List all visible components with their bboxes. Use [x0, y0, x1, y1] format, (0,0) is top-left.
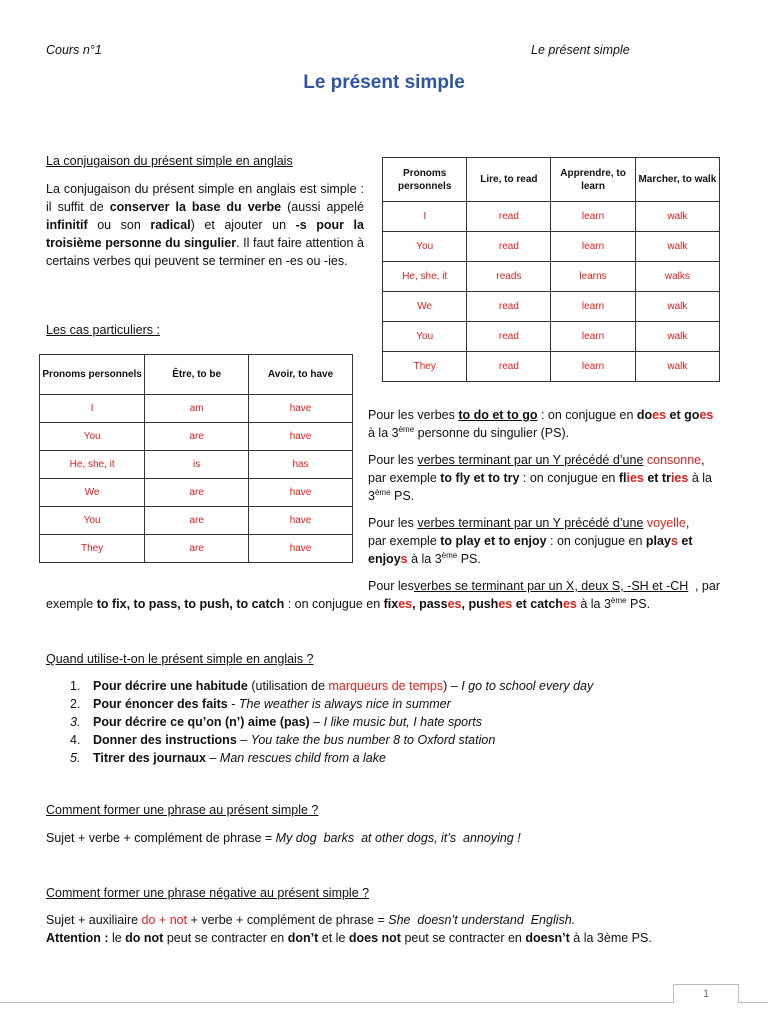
table-cell: are	[145, 479, 249, 507]
footer-divider	[0, 1002, 768, 1003]
usage-list	[70, 677, 733, 767]
table-cell: learns	[551, 262, 635, 292]
section-heading-phrase-negative: Comment former une phrase négative au présent simple ?	[46, 886, 370, 900]
table-cell: We	[383, 292, 467, 322]
page-number: 1	[673, 984, 739, 1003]
table-row	[40, 451, 353, 479]
table-cell: You	[40, 423, 145, 451]
table-cell: learn	[551, 202, 635, 232]
table-cell: You	[40, 507, 145, 535]
table-cell: have	[249, 423, 353, 451]
formula-affirmative: Sujet + verbe + complément de phrase = My dog barks at other dogs, it’s annoying !	[46, 831, 521, 845]
table-cell: walks	[635, 262, 719, 292]
table-row	[40, 479, 353, 507]
table-cell: walk	[635, 292, 719, 322]
rule-x-ss-sh-ch-line2: exemple to fix, to pass, to push, to catch : on conjugue en fixes, passes, pushes et catches à la 3ème PS.	[46, 595, 651, 611]
table-row	[383, 262, 720, 292]
rule-do-go: Pour les verbes to do et to go : on conjugue en does et goes à la 3ème personne du singulier (PS).	[368, 408, 714, 440]
table-cell: read	[467, 232, 551, 262]
table-row	[383, 292, 720, 322]
table-row	[383, 322, 720, 352]
table-cell: They	[40, 535, 145, 563]
table-header-cell: Pronoms personnels	[383, 158, 467, 202]
rule-x-ss-sh-ch-line1: Pour les verbes se terminant par un X, deux S, -SH et -CH , par	[368, 579, 720, 593]
table-header-cell: Avoir, to have	[249, 355, 353, 395]
table-cell: learn	[551, 292, 635, 322]
table-cell: learn	[551, 322, 635, 352]
table-cell: reads	[467, 262, 551, 292]
table-cell: are	[145, 535, 249, 563]
list-item: 2. Pour énoncer des faits - The weather is always nice in summer	[70, 697, 451, 711]
table-cell: have	[249, 395, 353, 423]
table-cell: are	[145, 507, 249, 535]
table-cell: They	[383, 352, 467, 382]
table-cell: have	[249, 507, 353, 535]
table-cell: am	[145, 395, 249, 423]
table-row	[383, 202, 720, 232]
table-cell: have	[249, 535, 353, 563]
section-heading-former-phrase: Comment former une phrase au présent simple ?	[46, 803, 319, 817]
table-cell: I	[40, 395, 145, 423]
rule-y-voyelle: Pour les verbes terminant par un Y précédé d’une voyelle, par exemple to play et to enjoy : on conjugue en plays et enjoys à la 3ème PS.	[368, 516, 693, 566]
list-item: 4. Donner des instructions – You take the bus number 8 to Oxford station	[70, 733, 496, 747]
list-item: 1. Pour décrire une habitude (utilisation de marqueurs de temps) – I go to school every day	[70, 679, 594, 693]
rule-y-consonne: Pour les verbes terminant par un Y précédé d’une consonne, par exemple to fly et to try : on conjugue en flies et tries à la 3ème PS.	[368, 453, 712, 503]
table-header-cell: Apprendre, to learn	[551, 158, 635, 202]
table-header-row	[383, 158, 720, 202]
table-cell: We	[40, 479, 145, 507]
table-cell: have	[249, 479, 353, 507]
table-row	[40, 395, 353, 423]
table-header-cell: Pronoms personnels	[40, 355, 145, 395]
table-row	[383, 352, 720, 382]
table-header-cell: Lire, to read	[467, 158, 551, 202]
list-item: 5. Titrer des journaux – Man rescues child from a lake	[70, 751, 386, 765]
header-course: Cours n°1	[46, 43, 102, 57]
table-cell: learn	[551, 352, 635, 382]
table-row	[40, 507, 353, 535]
table-cell: walk	[635, 352, 719, 382]
table-cell: read	[467, 322, 551, 352]
table-cell: learn	[551, 232, 635, 262]
special-verbs-table	[39, 354, 353, 563]
table-cell: walk	[635, 322, 719, 352]
table-cell: is	[145, 451, 249, 479]
table-cell: He, she, it	[40, 451, 145, 479]
list-item: 3. Pour décrire ce qu’on (n’) aime (pas) – I like music but, I hate sports	[70, 715, 483, 729]
table-cell: I	[383, 202, 467, 232]
table-cell: You	[383, 232, 467, 262]
attention-note: Attention : le do not peut se contracter en don’t et le does not peut se contracter en doesn’t à la 3ème PS.	[46, 931, 652, 945]
table-header-cell: Marcher, to walk	[635, 158, 719, 202]
section-heading-quand: Quand utilise-t-on le présent simple en anglais ?	[46, 652, 314, 666]
table-cell: He, she, it	[383, 262, 467, 292]
table-header-row	[40, 355, 353, 395]
table-row	[383, 232, 720, 262]
page-title: Le présent simple	[303, 72, 465, 93]
conjugaison-paragraph: La conjugaison du présent simple en anglais est simple : il suffit de conserver la base du verbe (aussi appelé infinitif ou son radical) et ajouter un -s pour la troisième personne du singulier. Il faut faire attention à certains verbes qui peuvent se terminer en -es ou -ies.	[46, 182, 364, 268]
table-cell: walk	[635, 232, 719, 262]
table-cell: read	[467, 292, 551, 322]
table-cell: has	[249, 451, 353, 479]
table-row	[40, 423, 353, 451]
table-cell: walk	[635, 202, 719, 232]
table-header-cell: Être, to be	[145, 355, 249, 395]
table-cell: are	[145, 423, 249, 451]
header-topic: Le présent simple	[531, 43, 630, 57]
table-row	[40, 535, 353, 563]
section-heading-cas-particuliers: Les cas particuliers :	[46, 323, 160, 337]
section-heading-conjugaison: La conjugaison du présent simple en anglais	[46, 154, 293, 168]
table-cell: You	[383, 322, 467, 352]
formula-negative: Sujet + auxiliaire do + not + verbe + complément de phrase = She doesn’t understand English.	[46, 913, 576, 927]
table-cell: read	[467, 202, 551, 232]
table-cell: read	[467, 352, 551, 382]
conjugation-table	[382, 157, 720, 382]
